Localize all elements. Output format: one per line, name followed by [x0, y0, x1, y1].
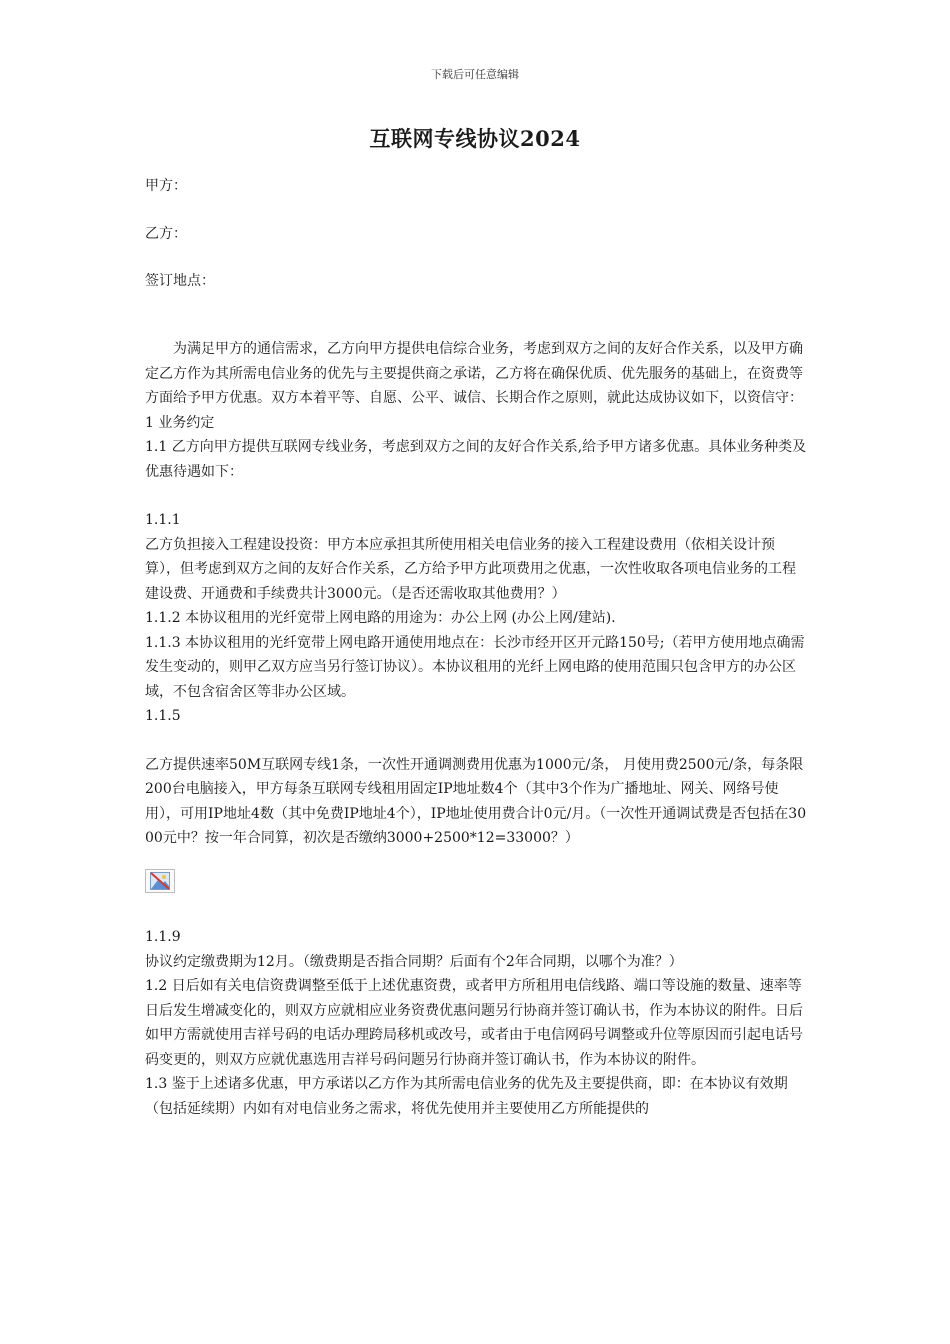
clause-1-2: 1.2 日后如有关电信资费调整至低于上述优惠资费，或者甲方所租用电信线路、端口等设施的数量、速率等日后发生增减变化的，则双方应就相应业务资费优惠问题另行协商并签订确认书，作为本协议的附件。日后如甲方需就使用吉祥号码的电话办理跨局移机或改号，或者由于电信网码号调整或升位等原因而引起电话号码变更的，则双方应就优惠选用吉祥号码问题另行协商并签订确认书，作为本协议的附件。 [145, 978, 803, 1068]
clause-1-1-5-number: 1.1.5 [145, 708, 181, 724]
clause-1-1-9-number: 1.1.9 [145, 929, 181, 945]
signing-place-label: 签订地点： [145, 273, 215, 289]
party-b-label: 乙方： [145, 226, 187, 242]
clause-1-1-1-number: 1.1.1 [145, 512, 181, 528]
clause-1-1-1: 乙方负担接入工程建设投资：甲方本应承担其所使用相关电信业务的接入工程建设费用（依相关设计预算），但考虑到双方之间的友好合作关系，乙方给予甲方此项费用之优惠，一次性收取各项电信业务的工程建设费、开通费和手续费共计3000元。（是否还需收取其他费用？） [145, 536, 796, 602]
document-body [145, 337, 807, 1121]
page-title: 互联网专线协议2024 [369, 126, 581, 151]
section-1-heading: 1 业务约定 [145, 414, 215, 431]
party-a-label: 甲方： [145, 178, 187, 194]
header-note: 下载后可任意编辑 [431, 68, 519, 81]
clause-1-1-9: 协议约定缴费期为12月。（缴费期是否指合同期？后面有个2年合同期，以哪个为准？） [145, 953, 683, 970]
intro-paragraph: 为满足甲方的通信需求，乙方向甲方提供电信综合业务，考虑到双方之间的友好合作关系，以及甲方确定乙方作为其所需电信业务的优先与主要提供商之承诺，乙方将在确保优质、优先服务的基础上，在资费等方面给予甲方优惠。双方本着平等、自愿、公平、诚信、长期合作之原则，就此达成协议如下，以资信守： [145, 341, 803, 406]
clause-1-1-2: 1.1.2 本协议租用的光纤宽带上网电路的用途为：办公上网 (办公上网/建站). [145, 610, 616, 626]
clause-1-1: 1.1 乙方向甲方提供互联网专线业务，考虑到双方之间的友好合作关系,给予甲方诸多优惠。具体业务种类及优惠待遇如下： [145, 439, 807, 480]
clause-1-1-5: 乙方提供速率50M互联网专线1条，一次性开通调测费用优惠为1000元/条， 月使用费2500元/条，每条限200台电脑接入，甲方每条互联网专线租用固定IP地址数4个（其中3个作为广播地址、网关、网络号使用），可用IP地址4数（其中免费IP地址4个），IP地址使用费合计0元/月。（一次性开通调试费是否包括在3000元中？按一年合同算，初次是否缴纳3000+2500*12=33000？） [145, 756, 807, 846]
clause-1-3: 1.3 鉴于上述诸多优惠，甲方承诺以乙方作为其所需电信业务的优先及主要提供商，即：在本协议有效期（包括延续期）内如有对电信业务之需求，将优先使用并主要使用乙方所能提供的 [145, 1076, 788, 1117]
clause-1-1-3: 1.1.3 本协议租用的光纤宽带上网电路开通使用地点在：长沙市经开区开元路150号;（若甲方使用地点确需发生变动的，则甲乙双方应当另行签订协议）。本协议租用的光纤上网电路的使用范围只包含甲方的办公区域，不包含宿舍区等非办公区域。 [145, 634, 805, 700]
broken-image-icon [145, 869, 175, 893]
